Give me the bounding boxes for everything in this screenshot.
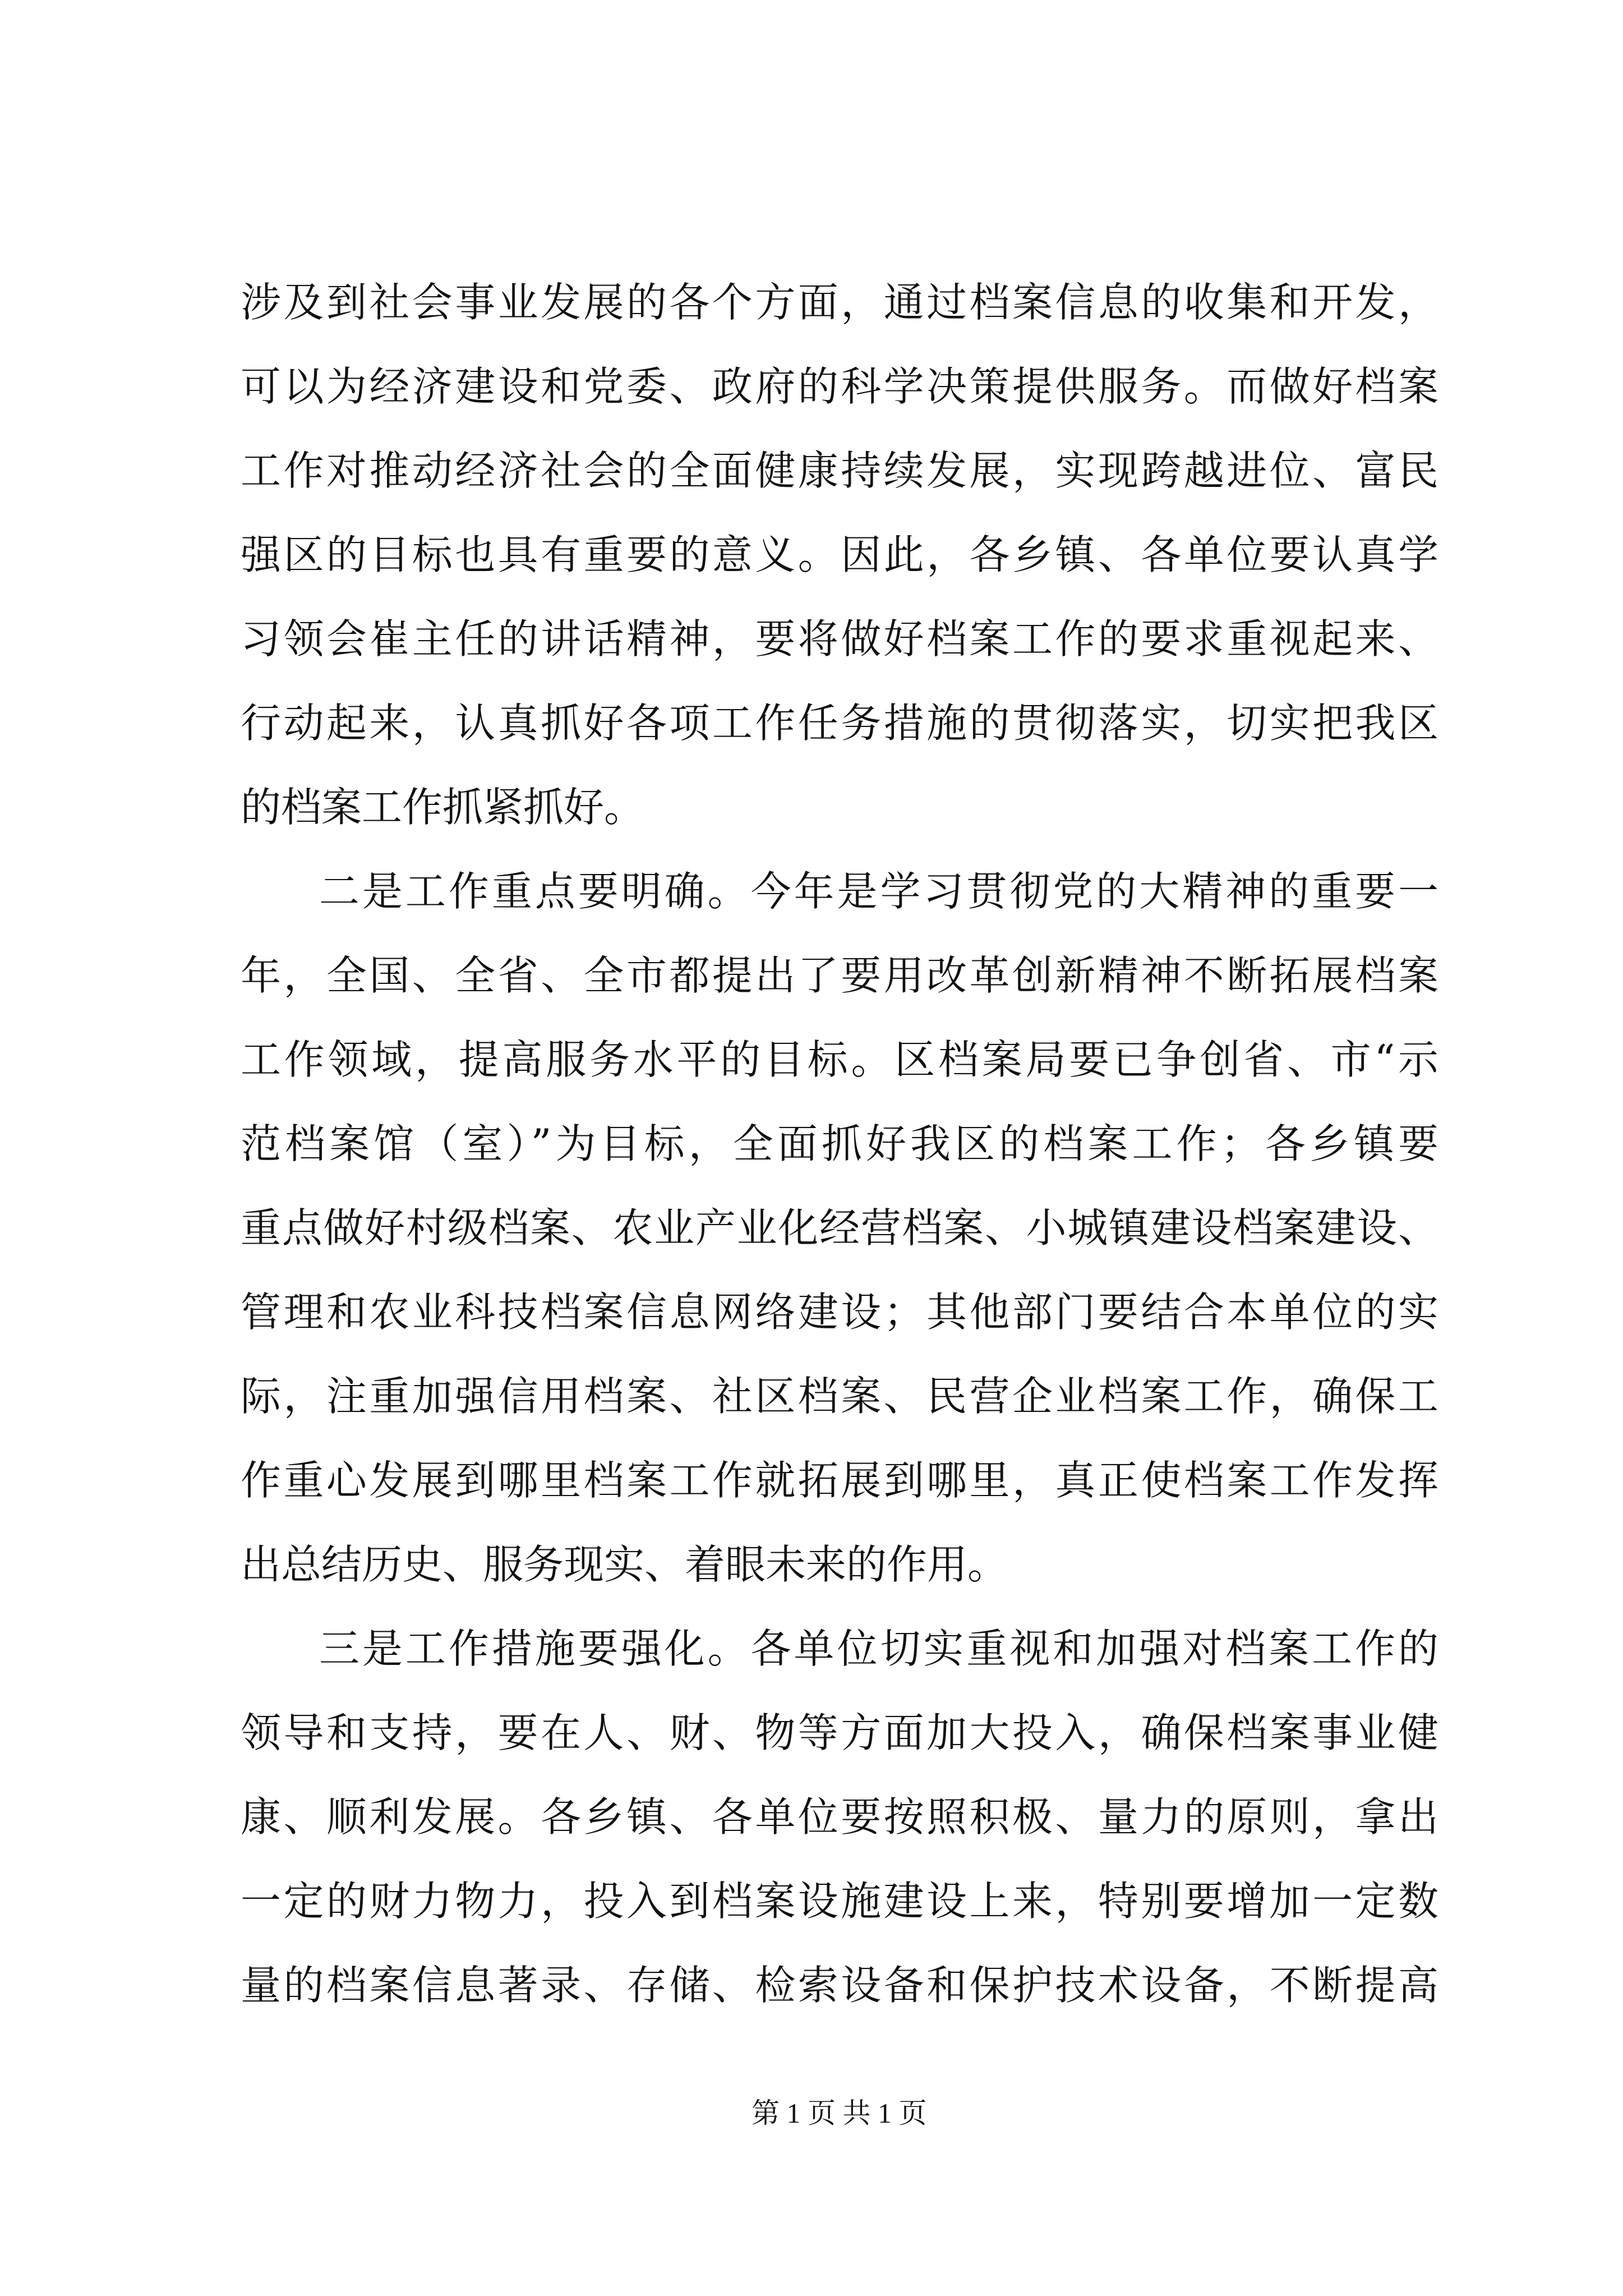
paragraph <box>241 260 1438 849</box>
text-line: 强区的目标也具有重要的意义。因此，各乡镇、各单位要认真学 <box>241 531 1438 578</box>
text-line: 领导和支持，要在人、财、物等方面加大投入，确保档案事业健 <box>241 1709 1438 1756</box>
text-line: 际，注重加强信用档案、社区档案、民营企业档案工作，确保工 <box>241 1373 1438 1420</box>
text-line: 工作领域，提高服务水平的目标。区档案局要已争创省、市“示 <box>241 1036 1438 1083</box>
document-body <box>241 260 1438 2027</box>
text-line: 年，全国、全省、全市都提出了要用改革创新精神不断拓展档案 <box>241 952 1438 999</box>
text-line: 习领会崔主任的讲话精神，要将做好档案工作的要求重视起来、 <box>241 615 1438 662</box>
text-line: 一定的财力物力，投入到档案设施建设上来，特别要增加一定数 <box>241 1878 1438 1925</box>
text-line: 范档案馆（室）”为目标，全面抓好我区的档案工作；各乡镇要 <box>241 1120 1438 1167</box>
text-line: 的档案工作抓紧抓好。 <box>241 784 645 831</box>
text-line: 三是工作措施要强化。各单位切实重视和加强对档案工作的 <box>319 1625 1438 1672</box>
paragraph <box>241 849 1438 1607</box>
text-line: 作重心发展到哪里档案工作就拓展到哪里，真正使档案工作发挥 <box>241 1457 1438 1504</box>
text-line: 出总结历史、服务现实、着眼未来的作用。 <box>241 1541 1008 1588</box>
paragraph <box>241 1607 1438 2027</box>
text-line: 管理和农业科技档案信息网络建设；其他部门要结合本单位的实 <box>241 1289 1438 1336</box>
text-line: 二是工作重点要明确。今年是学习贯彻党的大精神的重要一 <box>319 868 1438 915</box>
text-line: 行动起来，认真抓好各项工作任务措施的贯彻落实，切实把我区 <box>241 700 1438 747</box>
text-line: 重点做好村级档案、农业产业化经营档案、小城镇建设档案建设、 <box>241 1204 1438 1251</box>
text-line: 量的档案信息著录、存储、检索设备和保护技术设备，不断提高 <box>241 1962 1438 2009</box>
text-line: 康、顺利发展。各乡镇、各单位要按照积极、量力的原则，拿出 <box>241 1793 1438 1841</box>
text-line: 涉及到社会事业发展的各个方面，通过档案信息的收集和开发， <box>241 279 1438 326</box>
text-line: 可以为经济建设和党委、政府的科学决策提供服务。而做好档案 <box>241 363 1438 410</box>
page-footer: 第 1 页 共 1 页 <box>751 2097 927 2129</box>
text-line: 工作对推动经济社会的全面健康持续发展，实现跨越进位、富民 <box>241 447 1438 494</box>
